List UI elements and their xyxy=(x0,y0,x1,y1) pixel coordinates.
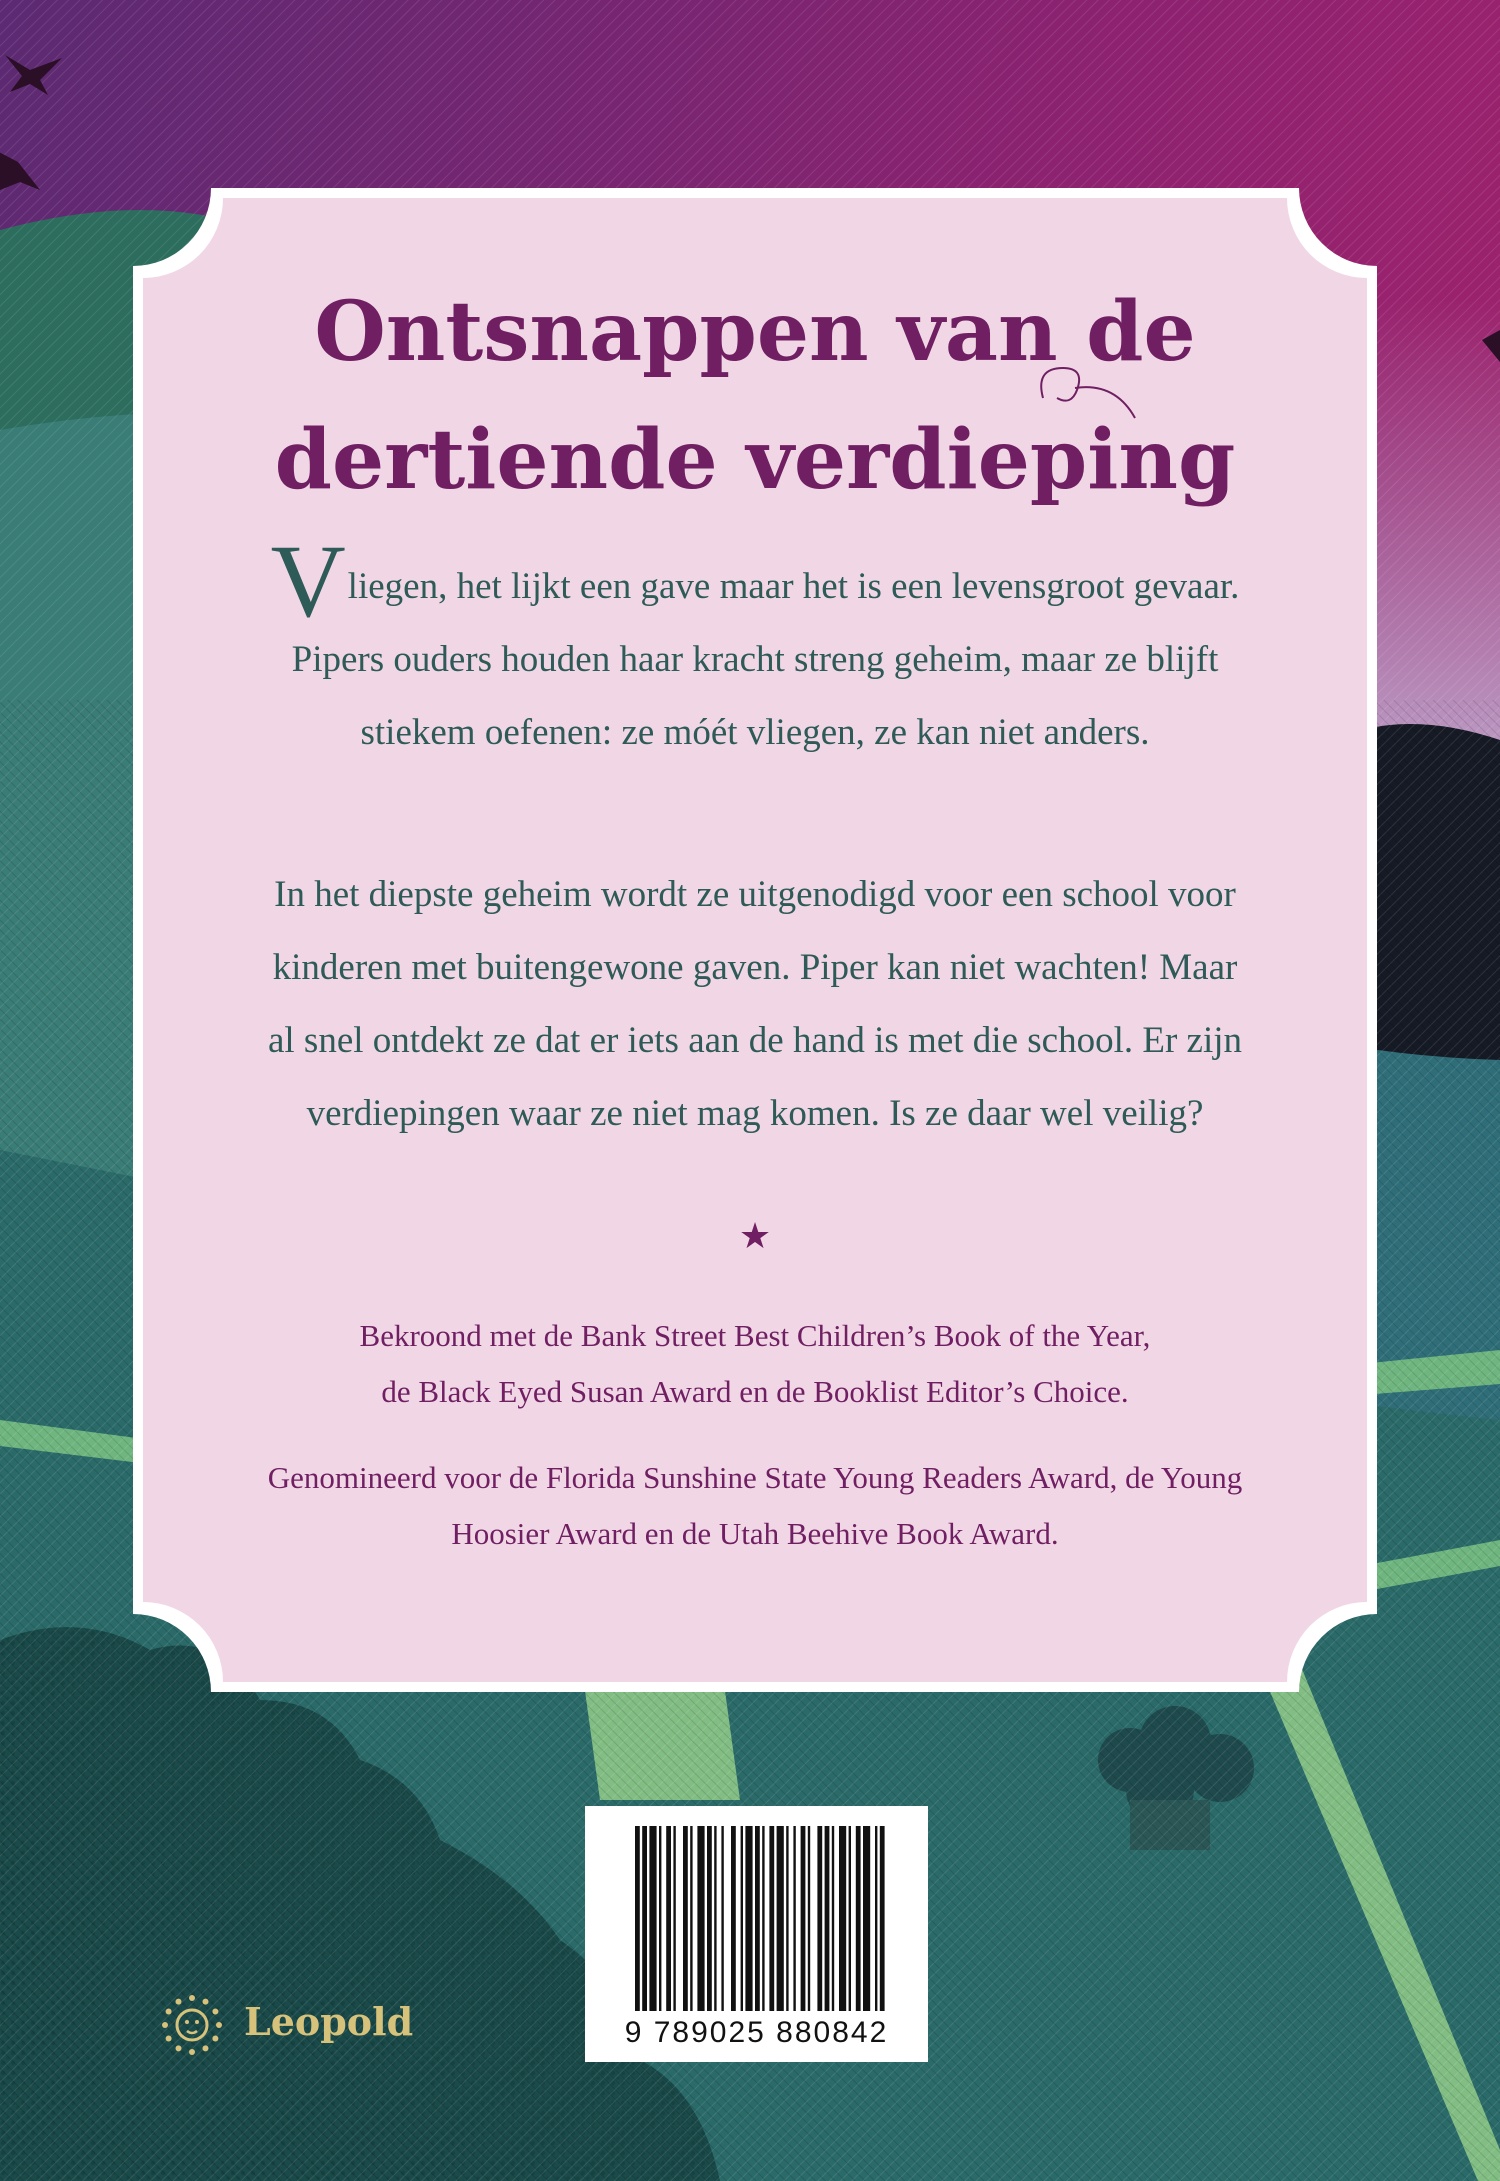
barcode-bar xyxy=(769,1826,774,2011)
isbn-number: 9 789025 880842 xyxy=(624,2016,889,2049)
blurb-line: Pipers ouders houden haar kracht streng geheim, maar ze blijft xyxy=(291,639,1219,680)
barcode-bar xyxy=(721,1826,723,2011)
blurb-line: verdiepingen waar ze niet mag komen. Is ze daar wel veilig? xyxy=(306,1093,1204,1134)
barcode-bar xyxy=(793,1826,795,2011)
barcode-bar xyxy=(880,1826,885,2011)
barcode-bar xyxy=(856,1826,861,2011)
drop-cap: V xyxy=(270,524,346,639)
barcode-bar xyxy=(659,1826,661,2011)
star-separator-icon: ★ xyxy=(738,1216,772,1257)
blurb-paragraph-2 xyxy=(133,858,1377,1150)
awards-line: Hoosier Award en de Utah Beehive Book Award. xyxy=(451,1516,1059,1551)
barcode-bar xyxy=(863,1826,870,2011)
blurb-line: stiekem oefenen: ze móét vliegen, ze kan niet anders. xyxy=(360,712,1150,753)
barcode-bar xyxy=(808,1826,810,2011)
barcode-bar xyxy=(825,1826,830,2011)
barcode-bar xyxy=(673,1826,675,2011)
book-title xyxy=(133,268,1377,524)
barcode-bar xyxy=(714,1826,716,2011)
blurb-line: al snel ontdekt ze dat er iets aan de hand is met die school. Er zijn xyxy=(267,1020,1242,1061)
barcode-bar xyxy=(875,1826,877,2011)
title-line: dertiende verdieping xyxy=(274,412,1236,508)
blurb-line-text: liegen, het lijkt een gave maar het is een levensgroot gevaar. xyxy=(347,566,1240,607)
barcode-bar xyxy=(731,1826,736,2011)
barcode-bar xyxy=(817,1826,822,2011)
awards-line: de Black Eyed Susan Award en de Booklist Editor’s Choice. xyxy=(381,1374,1129,1409)
barcode-bar xyxy=(786,1826,788,2011)
lion-icon xyxy=(160,1993,224,2057)
barcode-bar xyxy=(649,1826,656,2011)
awards-line: Bekroond met de Bank Street Best Children’s Book of the Year, xyxy=(359,1318,1151,1353)
blurb-line xyxy=(133,524,1377,639)
barcode-bar xyxy=(642,1826,647,2011)
barcode-bar xyxy=(707,1826,712,2011)
barcode-bar xyxy=(635,1826,640,2011)
blurb-paragraph-1 xyxy=(133,524,1377,769)
barcode-bar xyxy=(777,1826,784,2011)
description-panel xyxy=(133,188,1377,1692)
blurb-line: In het diepste geheim wordt ze uitgenodigd voor een school voor xyxy=(274,874,1236,915)
barcode-bar xyxy=(666,1826,671,2011)
barcode-bar xyxy=(839,1826,846,2011)
barcode-bar xyxy=(755,1826,760,2011)
barcode-bar xyxy=(849,1826,851,2011)
barcode-bar xyxy=(690,1826,692,2011)
barcode-bar xyxy=(745,1826,752,2011)
barcode-bar xyxy=(832,1826,834,2011)
barcode-bar xyxy=(683,1826,688,2011)
title-line: Ontsnappen van de xyxy=(314,284,1196,380)
barcode-bar xyxy=(741,1826,743,2011)
publisher-name: Leopold xyxy=(244,1999,414,2044)
awards-nominated xyxy=(133,1450,1377,1562)
barcode-bar xyxy=(697,1826,704,2011)
awards-line: Genomineerd voor de Florida Sunshine State Young Readers Award, de Young xyxy=(267,1460,1243,1495)
blurb-line: kinderen met buitengewone gaven. Piper kan niet wachten! Maar xyxy=(272,947,1238,988)
barcode-bar xyxy=(762,1826,764,2011)
isbn-barcode xyxy=(585,1806,928,2062)
barcode-bar xyxy=(801,1826,806,2011)
awards-won xyxy=(133,1308,1377,1420)
